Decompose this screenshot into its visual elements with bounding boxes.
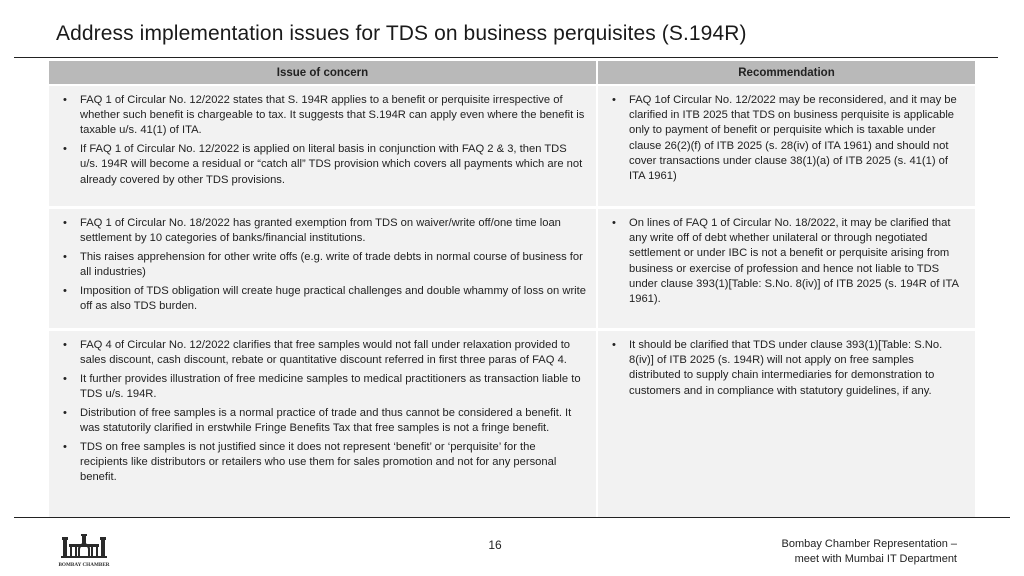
recommendation-bullet	[608, 93, 965, 184]
issue-text: If FAQ 1 of Circular No. 12/2022 is applied on literal basis in conjunction with FAQ 2 & 3, then TDS u/s. 194R will become a residual or “catch all” TDS provision which covers all payments which are not already covered by other TDS provisions.	[80, 143, 583, 186]
bullet-icon: •	[612, 217, 616, 229]
footer-caption	[782, 537, 957, 567]
issue-bullet	[59, 93, 586, 139]
bullet-icon: •	[63, 143, 67, 156]
recommendation-bullet	[608, 338, 965, 399]
footer-line-2: meet with Mumbai IT Department	[794, 553, 957, 565]
bullet-icon: •	[63, 284, 67, 297]
issue-text: FAQ 1 of Circular No. 12/2022 states that S. 194R applies to a benefit or perquisite irrespective of whether such benefit is chargeable to tax. It suggests that S.194R can apply even where the benefit is taxable u/s. 41(1) of ITA.	[80, 94, 585, 137]
footer-line-1: Bombay Chamber Representation –	[781, 538, 957, 550]
table-row	[49, 331, 975, 517]
header-issue-of-concern: Issue of concern	[49, 61, 596, 84]
bullet-icon: •	[612, 339, 616, 351]
bullet-icon: •	[63, 372, 67, 385]
header-recommendation: Recommendation	[598, 61, 975, 84]
issue-text: Imposition of TDS obligation will create huge practical challenges and double whammy of loss on write off as also TDS burden.	[80, 284, 586, 313]
bullet-icon: •	[63, 406, 67, 419]
issue-text: FAQ 1 of Circular No. 18/2022 has granted exemption from TDS on waiver/write off/one time loan settlement by 10 categories of banks/financial institutions.	[80, 217, 561, 245]
issue-bullet	[59, 284, 586, 314]
issue-text: This raises apprehension for other write offs (e.g. write of trade debts in normal course of business for all industries)	[80, 250, 583, 279]
recommendation-text: On lines of FAQ 1 of Circular No. 18/2022, it may be clarified that any write off of debt whether unilateral or through negotiated settlement or under IBC is not a benefit or perquisite arising from business or exercise of profession and hence not liable to TDS under clause 393(1)[Table: S.No. 8(iv)] of ITB 2025 (s. 194R of ITA 1961).	[629, 217, 959, 306]
bullet-icon: •	[63, 217, 67, 229]
recommendation-text: It should be clarified that TDS under clause 393(1)[Table: S.No. 8(iv)] of ITB 2025 (s. 194R) will not apply on free samples distributed to supply chain intermediaries for demonstration to customers and in compliance with statutory guidelines, if any.	[629, 339, 943, 397]
issues-table	[49, 61, 975, 520]
issue-cell	[49, 209, 596, 328]
recommendation-bullet	[608, 216, 965, 307]
bullet-icon: •	[612, 94, 616, 106]
footer-divider	[14, 517, 1010, 518]
recommendation-cell	[598, 331, 975, 517]
logo-text: BOMBAY CHAMBER	[58, 562, 110, 568]
issue-cell	[49, 331, 596, 517]
issue-text: FAQ 4 of Circular No. 12/2022 clarifies that free samples would not fall under relaxation provided to sales discount, cash discount, rebate or quantitative discount referred in first three paras of FAQ 4.	[80, 339, 571, 367]
table-header	[49, 61, 975, 84]
issue-bullet	[59, 216, 586, 246]
bullet-icon: •	[63, 339, 67, 351]
issue-bullet	[59, 406, 586, 436]
issue-bullet	[59, 250, 586, 280]
issue-bullet	[59, 338, 586, 368]
title-divider	[14, 57, 998, 58]
table-body	[49, 86, 975, 517]
bullet-icon: •	[63, 250, 67, 263]
issue-bullet	[59, 372, 586, 402]
recommendation-cell	[598, 209, 975, 328]
issue-cell	[49, 86, 596, 206]
issue-bullet	[59, 142, 586, 188]
bullet-icon: •	[63, 94, 67, 106]
page-number: 16	[488, 538, 502, 552]
bombay-chamber-logo-icon	[58, 530, 110, 568]
bullet-icon: •	[63, 440, 67, 453]
table-row	[49, 209, 975, 328]
issue-bullet	[59, 440, 586, 486]
recommendation-text: FAQ 1of Circular No. 12/2022 may be reconsidered, and it may be clarified in ITB 2025 that TDS on business perquisite is applicable only to payment of benefit or perquisite which is taxable under clause 26(2)(f) of ITB 2025 (s. 28(iv) of ITA 1961) and should not cover transactions under clause 38(1)(a) of ITB 2025 (s. 41(1) of ITA 1961)	[629, 94, 957, 183]
issue-text: Distribution of free samples is a normal practice of trade and thus cannot be considered a benefit. It was statutorily clarified in erstwhile Fringe Benefits Tax that free samples is not a fringe benefit.	[80, 406, 572, 435]
page-title: Address implementation issues for TDS on business perquisites (S.194R)	[56, 22, 747, 45]
table-row	[49, 86, 975, 206]
recommendation-cell	[598, 86, 975, 206]
issue-text: TDS on free samples is not justified since it does not represent ‘benefit’ or ‘perquisite’ for the recipients like distributors or retailers who use them for sales promotion and not for any personal benefit.	[80, 440, 557, 484]
issue-text: It further provides illustration of free medicine samples to medical practitioners as transaction liable to TDS u/s. 194R.	[80, 372, 581, 401]
